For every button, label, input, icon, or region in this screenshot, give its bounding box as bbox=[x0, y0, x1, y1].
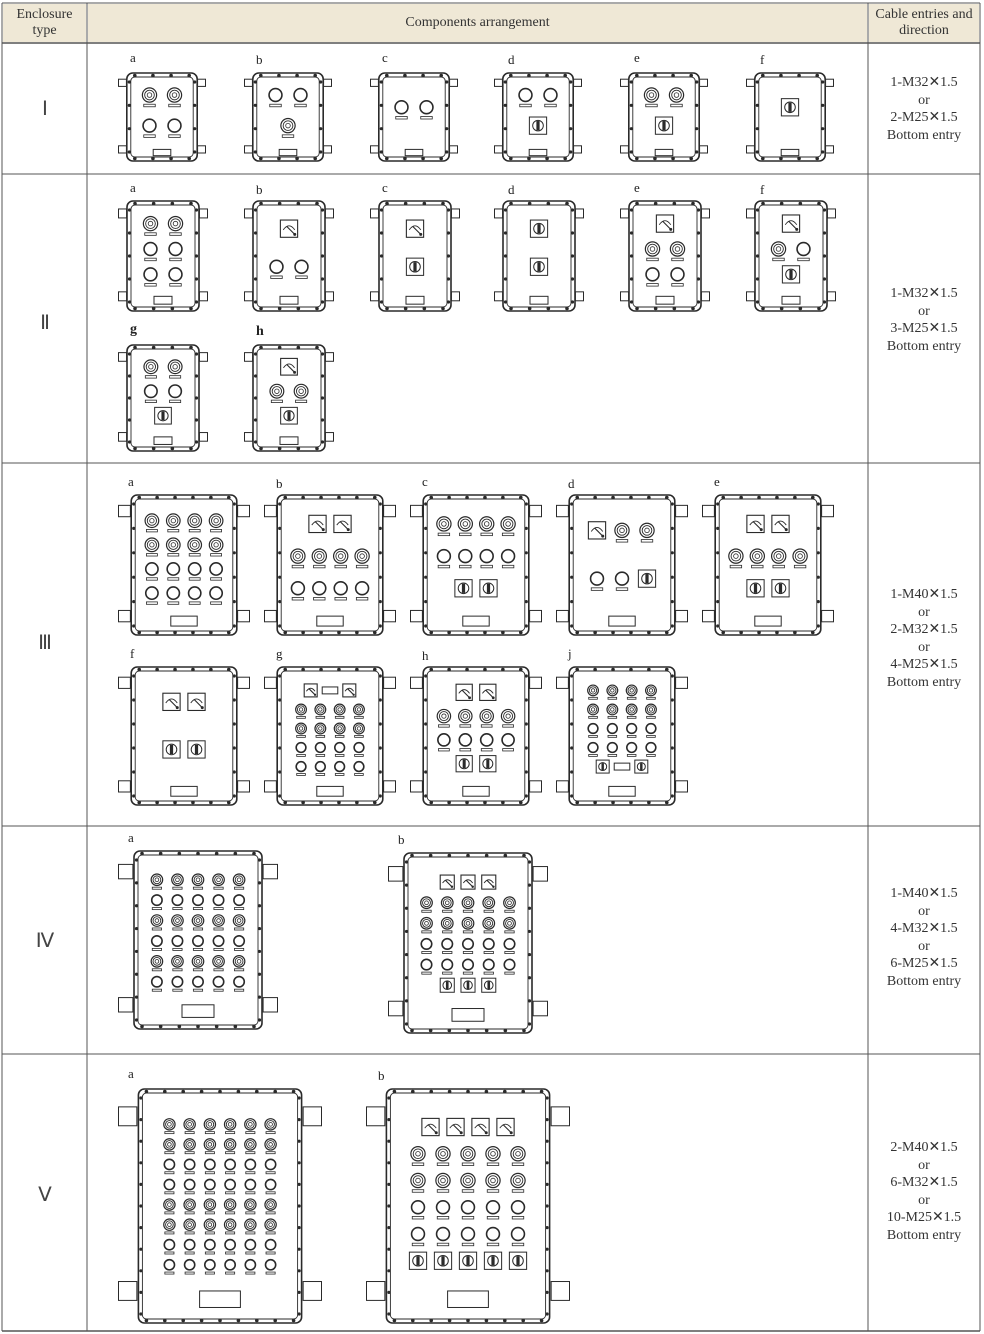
panel-label-2-g: g bbox=[130, 322, 137, 337]
panel-label-5-b: b bbox=[378, 1068, 385, 1083]
panel-label-4-a: a bbox=[128, 830, 134, 845]
panel-label-1-f: f bbox=[760, 52, 765, 67]
panel-label-3-h: h bbox=[422, 648, 429, 663]
enclosure-panel-2-b bbox=[244, 200, 334, 312]
enclosure-panel-2-d bbox=[494, 200, 584, 312]
panel-label-3-a: a bbox=[128, 474, 134, 489]
enclosure-panel-2-a bbox=[118, 200, 208, 312]
enclosure-panel-1-f bbox=[746, 72, 834, 162]
panel-label-3-j: j bbox=[568, 646, 572, 661]
cable-entries-1: 1-M32✕1.5 or 2-M25✕1.5 Bottom entry bbox=[886, 75, 962, 143]
enclosure-type-5: Ⅴ bbox=[38, 1184, 52, 1206]
enclosure-panel-2-e bbox=[620, 200, 710, 312]
enclosure-panel-3-g bbox=[264, 666, 396, 806]
enclosure-panel-3-f bbox=[118, 666, 250, 806]
cable-entries-3: 1-M40✕1.5 or 2-M32✕1.5 or 4-M25✕1.5 Bottom entry bbox=[886, 587, 962, 690]
cable-entries-4: 1-M40✕1.5 or 4-M32✕1.5 or 6-M25✕1.5 Bottom entry bbox=[886, 886, 962, 989]
panel-label-2-f: f bbox=[760, 182, 765, 197]
panel-label-1-e: e bbox=[634, 50, 640, 65]
panel-label-2-c: c bbox=[382, 180, 388, 195]
panel-label-2-h: h bbox=[256, 324, 264, 339]
panel-label-2-b: b bbox=[256, 182, 263, 197]
enclosure-type-1: Ⅰ bbox=[42, 98, 48, 120]
panel-label-3-g: g bbox=[276, 646, 283, 661]
enclosure-panel-1-b bbox=[244, 72, 332, 162]
enclosure-panel-2-f bbox=[746, 200, 836, 312]
panel-label-3-f: f bbox=[130, 646, 135, 661]
panel-label-2-d: d bbox=[508, 182, 515, 197]
enclosure-panel-1-e bbox=[620, 72, 708, 162]
panel-label-3-c: c bbox=[422, 474, 428, 489]
header-cable-entries: Cable entries and direction bbox=[869, 4, 979, 42]
enclosure-panel-3-h bbox=[410, 666, 542, 806]
panel-label-2-a: a bbox=[130, 180, 136, 195]
enclosure-panel-2-c bbox=[370, 200, 460, 312]
enclosure-type-4: Ⅳ bbox=[35, 930, 55, 952]
cable-entries-2: 1-M32✕1.5 or 3-M25✕1.5 Bottom entry bbox=[886, 286, 962, 354]
panel-label-4-b: b bbox=[398, 832, 405, 847]
panel-label-3-b: b bbox=[276, 476, 283, 491]
panel-label-1-a: a bbox=[130, 50, 136, 65]
enclosure-type-2: Ⅱ bbox=[40, 312, 50, 334]
enclosure-panel-1-c bbox=[370, 72, 458, 162]
panel-label-2-e: e bbox=[634, 180, 640, 195]
panel-label-1-b: b bbox=[256, 52, 263, 67]
panel-label-3-d: d bbox=[568, 476, 575, 491]
panel-label-1-d: d bbox=[508, 52, 515, 67]
header-enclosure-type: Enclosure type bbox=[3, 4, 86, 42]
enclosure-panel-1-a bbox=[118, 72, 206, 162]
enclosure-panel-2-h bbox=[244, 344, 334, 452]
enclosure-panel-3-c bbox=[410, 494, 542, 636]
enclosure-panel-4-b bbox=[388, 852, 548, 1034]
cable-entries-5: 2-M40✕1.5 or 6-M32✕1.5 or 10-M25✕1.5 Bottom entry bbox=[886, 1140, 962, 1243]
enclosure-panel-3-a bbox=[118, 494, 250, 636]
enclosure-panel-1-d bbox=[494, 72, 582, 162]
enclosure-panel-5-b bbox=[366, 1088, 570, 1324]
enclosure-panel-3-j bbox=[556, 666, 688, 806]
panel-label-1-c: c bbox=[382, 50, 388, 65]
enclosure-panel-5-a bbox=[118, 1088, 322, 1324]
header-components-arrangement: Components arrangement bbox=[88, 4, 867, 42]
enclosure-panel-2-g bbox=[118, 344, 208, 452]
enclosure-panel-4-a bbox=[118, 850, 278, 1030]
panel-label-5-a: a bbox=[128, 1066, 134, 1081]
enclosure-panel-3-b bbox=[264, 494, 396, 636]
enclosure-type-3: Ⅲ bbox=[38, 632, 52, 654]
panel-label-3-e: e bbox=[714, 474, 720, 489]
enclosure-panel-3-d bbox=[556, 494, 688, 636]
enclosure-panel-3-e bbox=[702, 494, 834, 636]
